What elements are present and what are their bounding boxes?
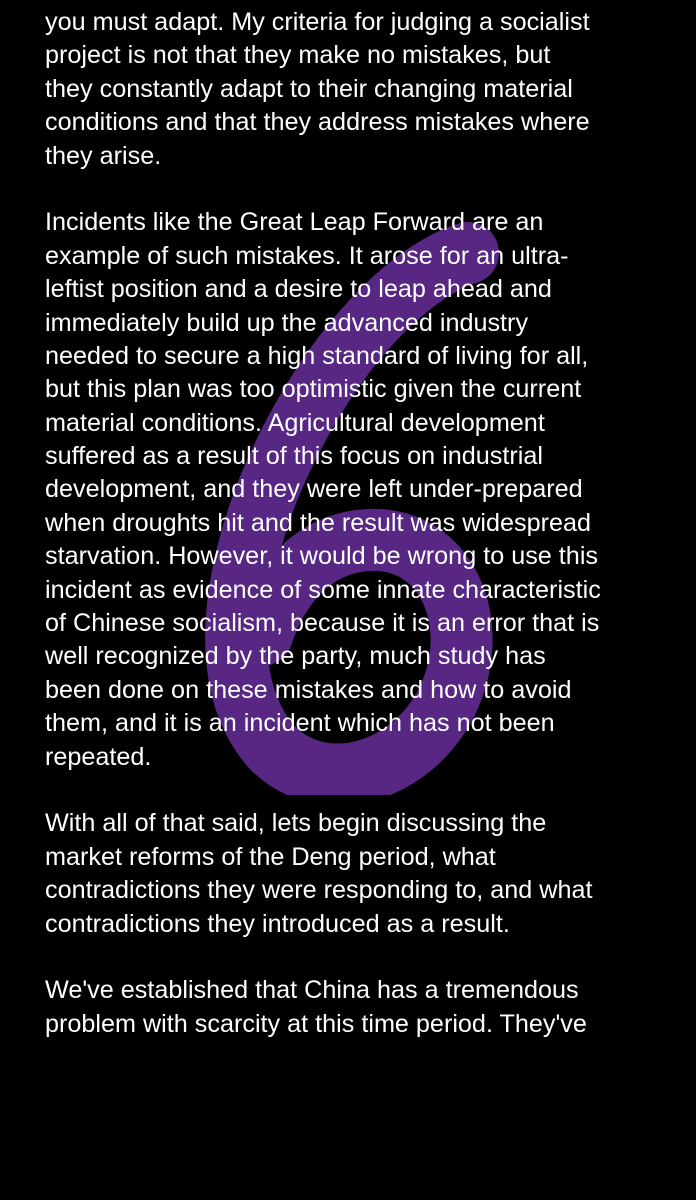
text-line: development, and they were left under-prepared: [45, 475, 583, 504]
text-line: been done on these mistakes and how to avoid: [45, 675, 572, 704]
text-line: needed to secure a high standard of living for all,: [45, 341, 589, 370]
text-line: repeated.: [45, 742, 152, 771]
paragraph-adaptation: [45, 6, 665, 173]
article-text: [45, 6, 665, 1041]
text-line: starvation. However, it would be wrong to use this: [45, 542, 599, 571]
text-line: project is not that they make no mistakes, but: [45, 41, 551, 70]
text-line: suffered as a result of this focus on industrial: [45, 442, 543, 471]
text-line: We've established that China has a tremendous: [45, 976, 579, 1005]
text-line: when droughts hit and the result was widespread: [45, 508, 592, 537]
paragraph-spacer: [45, 941, 665, 974]
text-line: material conditions. Agricultural development: [45, 408, 545, 437]
text-line: With all of that said, lets begin discussing the: [45, 809, 547, 838]
text-line: example of such mistakes. It arose for an ultra-: [45, 241, 569, 270]
text-line: incident as evidence of some innate characteristic: [45, 575, 601, 604]
text-line: you must adapt. My criteria for judging a socialist: [45, 8, 590, 36]
text-line: of Chinese socialism, because it is an error that is: [45, 609, 600, 638]
text-line: well recognized by the party, much study has: [45, 642, 546, 671]
paragraph-spacer: [45, 173, 665, 206]
text-line: contradictions they were responding to, and what: [45, 876, 593, 905]
text-line: immediately build up the advanced industry: [45, 308, 529, 337]
paragraph-spacer: [45, 774, 665, 807]
text-line: conditions and that they address mistakes where: [45, 108, 590, 137]
text-line: problem with scarcity at this time period. They've: [45, 1009, 587, 1038]
paragraph-deng-reforms: [45, 807, 665, 941]
text-line: them, and it is an incident which has not been: [45, 709, 555, 738]
paragraph-great-leap-forward: [45, 206, 665, 774]
text-line: Incidents like the Great Leap Forward are an: [45, 208, 544, 237]
text-line: market reforms of the Deng period, what: [45, 842, 496, 871]
text-line: they arise.: [45, 141, 162, 170]
text-line: they constantly adapt to their changing material: [45, 74, 573, 103]
text-line: contradictions they introduced as a result.: [45, 909, 510, 938]
text-line: but this plan was too optimistic given the current: [45, 375, 582, 404]
text-line: leftist position and a desire to leap ahead and: [45, 275, 552, 304]
paragraph-scarcity: [45, 974, 665, 1041]
